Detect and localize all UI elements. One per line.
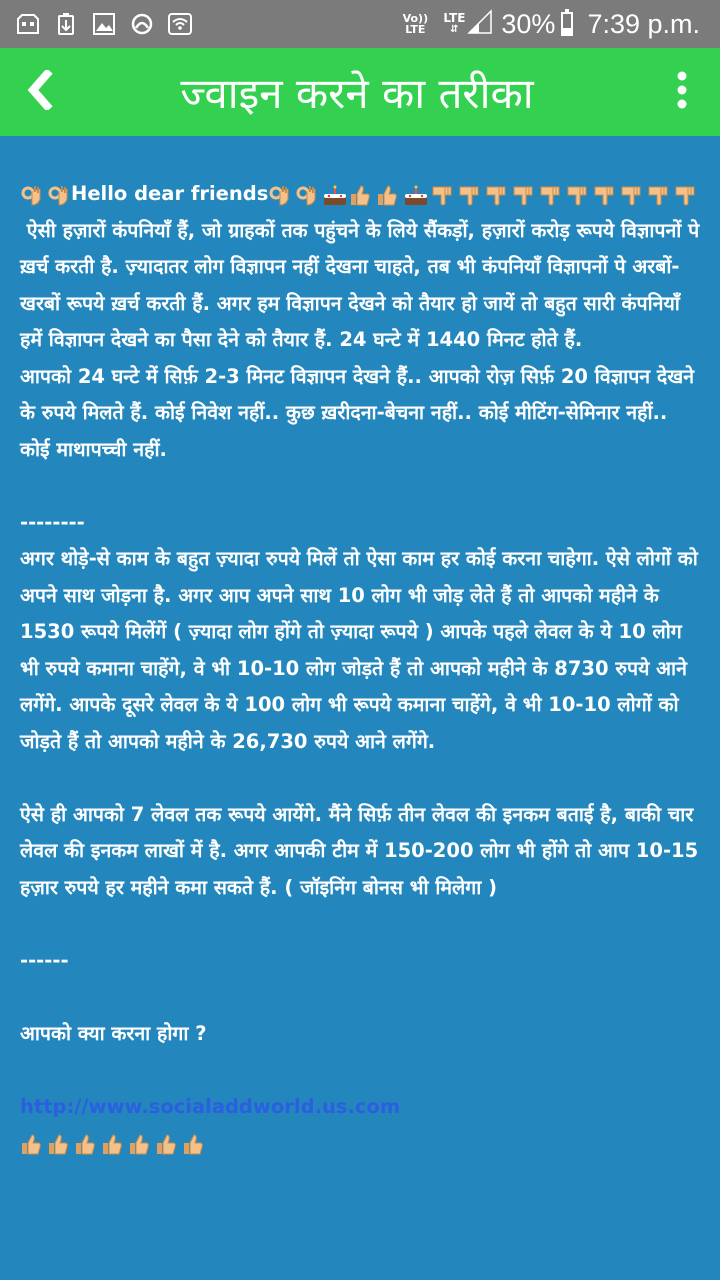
point-down-icon bbox=[511, 183, 535, 207]
signal-icon bbox=[467, 9, 493, 39]
ok-hand-icon bbox=[20, 183, 44, 207]
thumbs-up-icon bbox=[20, 1132, 44, 1156]
ok-hand-icon bbox=[268, 183, 292, 207]
chevron-left-icon bbox=[25, 70, 55, 114]
point-down-icon bbox=[673, 183, 697, 207]
thumbs-up-icon bbox=[74, 1132, 98, 1156]
back-button[interactable] bbox=[0, 48, 80, 136]
point-down-icon bbox=[646, 183, 670, 207]
more-vertical-icon bbox=[676, 71, 688, 113]
wifi-icon bbox=[168, 12, 192, 36]
greeting-text: Hello dear friends bbox=[71, 182, 269, 205]
divider-text: ------ bbox=[20, 948, 69, 972]
point-down-icon bbox=[457, 183, 481, 207]
thumbs-up-icon bbox=[101, 1132, 125, 1156]
overflow-menu-button[interactable] bbox=[644, 48, 720, 136]
paragraph: ऐसी हज़ारों कंपनियाँ हैं, जो ग्राहकों तक पहुंचने के लिये सैंकड़ों, हज़ारों करोड़ रूपये विज्ञापनों पे ख़र्च करती है. ज़्यादातर लोग विज्ञापन नहीं देखना चाहते, तब भी कंपनियाँ विज्ञापनों पे अरबों-खरबों रूपये ख़र्च करती हैं. अगर हम विज्ञापन देखने को तैयार हो जायें तो बहुत सारी कंपनियाँ हमें विज्ञापन देखने का पैसा देने को तैयार हैं. 24 घन्टे में 1440 मिनट होते हैं. bbox=[20, 218, 707, 351]
status-bar bbox=[0, 0, 720, 48]
app-bar bbox=[0, 48, 720, 136]
point-down-icon bbox=[484, 183, 508, 207]
point-down-icon bbox=[538, 183, 562, 207]
thumbs-up-icon bbox=[128, 1132, 152, 1156]
ok-hand-icon bbox=[295, 183, 319, 207]
thumbs-up-icon bbox=[47, 1132, 71, 1156]
battery-saver-icon bbox=[54, 12, 78, 36]
image-icon bbox=[92, 12, 116, 36]
paragraph: अगर थोड़े-से काम के बहुत ज़्यादा रुपये मिलें तो ऐसा काम हर कोई करना चाहेगा. ऐसे लोगों को अपने साथ जोड़ना है. अगर आप अपने साथ 10 लोग भी जोड़ लेते हैं तो आपको महीने के 1530 रूपये मिलेंगें ( ज़्यादा लोग होंगे तो ज़्यादा रूपये ) आपके पहले लेवल के ये 10 लोग भी रुपये कमाना चाहेंगे, वे भी 10-10 लोग जोड़ते हैं तो आपको महीने के 8730 रुपये आने लगेंगे. आपके दूसरे लेवल के ये 100 लोग भी रूपये कमाना चाहेंगे, वे भी 10-10 लोगों को जोड़ते हैं तो आपको महीने के 26,730 रुपये आने लगेंगे. bbox=[20, 547, 698, 753]
cake-icon bbox=[322, 183, 346, 207]
game-controller-icon bbox=[16, 12, 40, 36]
thumbs-up-icon bbox=[182, 1132, 206, 1156]
thumbs-up-icon bbox=[349, 183, 373, 207]
battery-percent: 30% bbox=[501, 8, 556, 39]
emoji-group-after bbox=[268, 183, 697, 207]
greeting-line bbox=[20, 176, 700, 213]
volte-indicator: Vo)) LTE bbox=[402, 12, 429, 36]
clock: 7:39 p.m. bbox=[587, 8, 700, 39]
point-down-icon bbox=[619, 183, 643, 207]
point-down-icon bbox=[430, 183, 454, 207]
website-link[interactable]: http://www.socialaddworld.us.com bbox=[20, 1094, 401, 1118]
point-down-icon bbox=[565, 183, 589, 207]
emoji-group-bottom bbox=[20, 1132, 206, 1156]
thumbs-up-icon bbox=[155, 1132, 179, 1156]
network-type: LTE ⇵ bbox=[443, 11, 466, 35]
battery-icon bbox=[561, 12, 573, 36]
thumbs-up-icon bbox=[376, 183, 400, 207]
point-down-icon bbox=[592, 183, 616, 207]
page-title: ज्वाइन करने का तरीका bbox=[180, 68, 534, 118]
post-content bbox=[20, 176, 707, 1162]
paragraph: आपको 24 घन्टे में सिर्फ़ 2-3 मिनट विज्ञापन देखने हैं.. आपको रोज़ सिर्फ़ 20 विज्ञापन देखने के रुपये मिलते हैं. कोई निवेश नहीं.. कुछ ख़रीदना-बेचना नहीं.. कोई मीटिंग-सेमिनार नहीं.. कोई माथापच्ची नहीं. bbox=[20, 364, 695, 461]
emoji-group-before bbox=[20, 183, 71, 207]
question-text: आपको क्या करना होगा ? bbox=[20, 1021, 207, 1045]
paragraph: ऐसे ही आपको 7 लेवल तक रूपये आयेंगे. मैंने सिर्फ़ तीन लेवल की इनकम बताई है, बाकी चार लेवल की इनकम लाखों में है. अगर आपकी टीम में 150-200 लोग भी होंगे तो आप 10-15 हज़ार रुपये हर महीने कमा सकते हैं. ( जॉइनिंग बोनस भी मिलेगा ) bbox=[20, 802, 699, 899]
notification-icons bbox=[0, 12, 192, 36]
ok-hand-icon bbox=[47, 183, 71, 207]
divider-text: -------- bbox=[20, 510, 85, 534]
cake-icon bbox=[403, 183, 427, 207]
lynx-app-icon bbox=[130, 12, 154, 36]
